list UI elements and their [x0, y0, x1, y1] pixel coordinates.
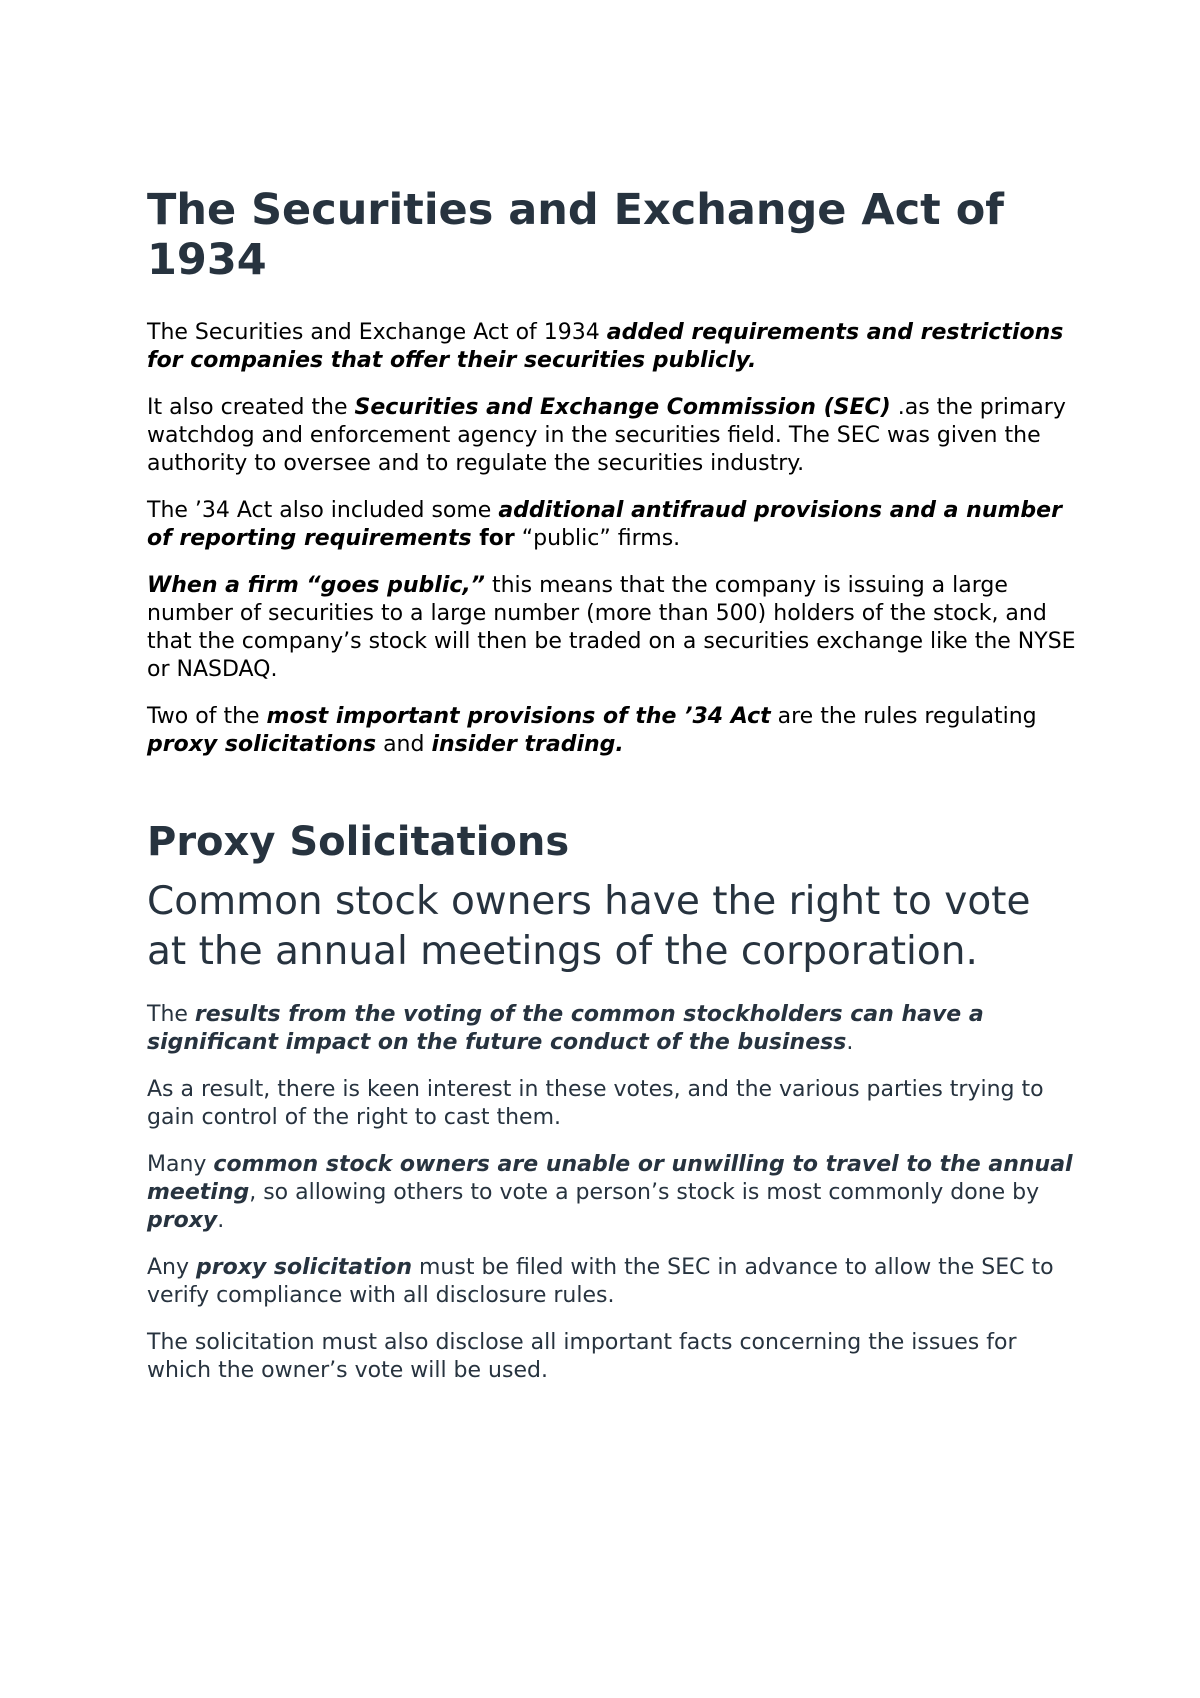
paragraph-important-provisions: Two of the most important provisions of the ’34 Act are the rules regulating proxy solicitations and insider trading. [147, 704, 1037, 757]
paragraph-act-requirements: The Securities and Exchange Act of 1934 added requirements and restrictions for companies that offer their securities publicly. [147, 320, 1064, 373]
emphasis-text: When a firm “goes public,” [147, 573, 485, 598]
emphasis-text: added requirements and restrictions for companies that offer their securities publicly. [147, 320, 1064, 373]
emphasis-text: proxy solicitation [196, 1255, 412, 1280]
section-subtitle: Common stock owners have the right to vote at the annual meetings of the corporation. [147, 879, 1031, 974]
paragraph-proxy-voting: Many common stock owners are unable or unwilling to travel to the annual meeting, so allowing others to vote a person’s stock is most commonly done by proxy. [147, 1152, 1073, 1233]
emphasis-text: results from the voting of the common stockholders can have a significant impact on the future conduct of the business [147, 1002, 984, 1055]
emphasis-text: additional antifraud provisions and a number of reporting requirements [147, 498, 1062, 551]
emphasis-text: Securities and Exchange Commission (SEC) [354, 395, 891, 420]
section-title-securities-act: The Securities and Exchange Act of 1934 [147, 185, 1004, 285]
document-page [147, 185, 1077, 1404]
paragraph-goes-public: When a firm “goes public,” this means that the company is issuing a large number of securities to a large number (more than 500) holders of the stock, and that the company’s stock will then be traded on a securities exchange like the NYSE or NASDAQ. [147, 573, 1076, 682]
paragraph-disclosure: The solicitation must also disclose all important facts concerning the issues for which the owner’s vote will be used. [147, 1330, 1017, 1383]
emphasis-text: common stock owners are unable or unwilling to travel to the annual meeting [147, 1152, 1073, 1205]
paragraph-sec-created: It also created the Securities and Exchange Commission (SEC) .as the primary watchdog and enforcement agency in the securities field. The SEC was given the authority to oversee and to regulate the securities industry. [147, 395, 1066, 476]
bold-text: for [471, 526, 515, 551]
emphasis-text: most important provisions of the ’34 Act [266, 704, 771, 729]
paragraph-keen-interest: As a result, there is keen interest in these votes, and the various parties trying to gain control of the right to cast them. [147, 1077, 1044, 1130]
paragraph-antifraud: The ’34 Act also included some additional antifraud provisions and a number of reporting requirements for “public” firms. [147, 498, 1062, 551]
section-title-proxy-solicitations: Proxy Solicitations [147, 819, 570, 865]
emphasis-text: proxy solicitations [147, 732, 377, 757]
paragraph-sec-filing: Any proxy solicitation must be filed with the SEC in advance to allow the SEC to verify compliance with all disclosure rules. [147, 1255, 1054, 1308]
paragraph-voting-results: The results from the voting of the common stockholders can have a significant impact on the future conduct of the business. [147, 1002, 984, 1055]
emphasis-text: proxy [147, 1208, 218, 1233]
emphasis-text: insider trading. [431, 732, 624, 757]
